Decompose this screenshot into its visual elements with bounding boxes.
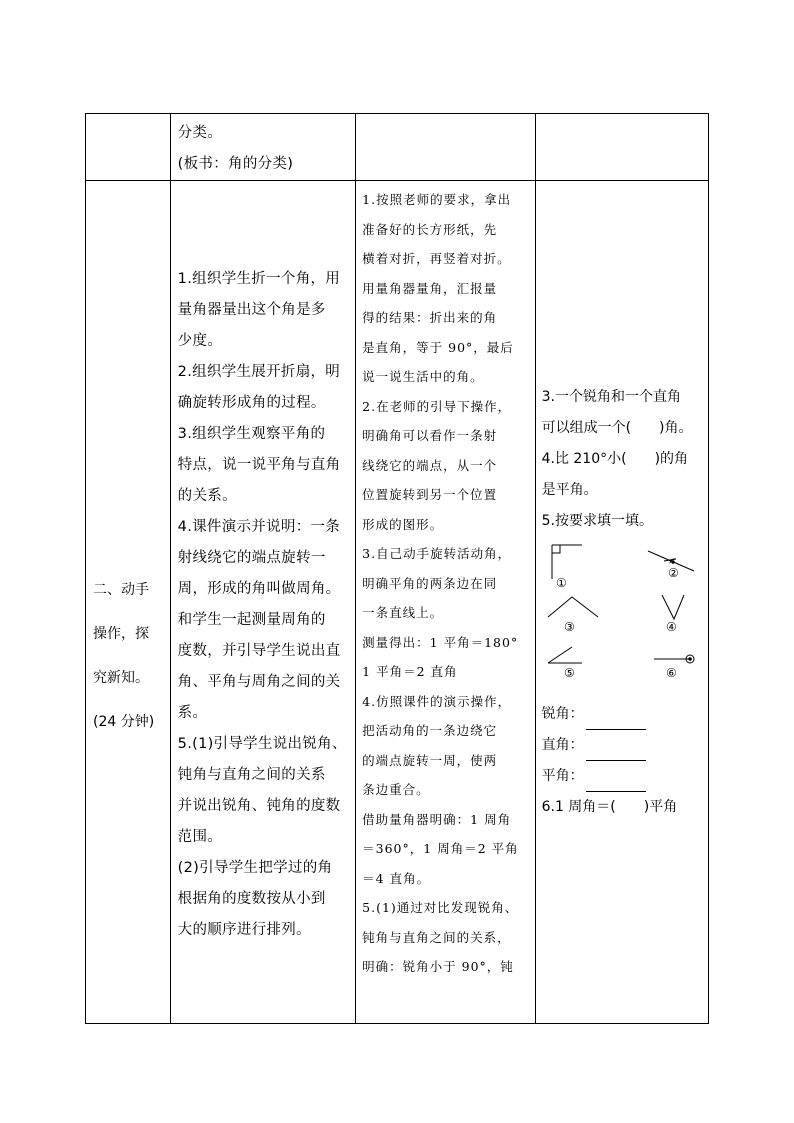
figure-number-label: ③ — [563, 620, 575, 634]
student-text-line: 4.仿照课件的演示操作， — [362, 693, 512, 709]
stage-cell — [86, 181, 171, 1024]
student-text-line: 用量角器量角，汇报量 — [362, 280, 498, 296]
teacher-text-line: 4.课件演示并说明：一条 — [177, 519, 341, 535]
student-text-line: 3.自己动手旋转活动角， — [362, 546, 512, 561]
teacher-text-line: 角、平角与周角之间的关 — [177, 674, 341, 690]
fill-blank-label: 锐角： — [541, 706, 584, 722]
stage-cell — [86, 114, 171, 181]
teacher-text-line: 范围。 — [177, 829, 223, 845]
student-text-line: 准备好的长方形纸，先 — [362, 221, 498, 237]
stage-text-line: (24 分钟) — [93, 714, 155, 730]
teacher-activity-cell — [170, 114, 355, 181]
teacher-activity-cell — [170, 181, 355, 1024]
answer-blank-line[interactable] — [586, 742, 646, 761]
fill-blank-label: 直角： — [541, 737, 584, 753]
student-text-line: 说一说生活中的角。 — [362, 369, 484, 384]
student-text-line: ＝360°，1 周角＝2 平角 — [362, 841, 519, 856]
figure-number-label: ④ — [665, 620, 677, 634]
teacher-text-line: 1.组织学生折一个角，用 — [177, 271, 341, 287]
teacher-text-line: 钝角与直角之间的关系 — [177, 767, 326, 783]
stage-text-line: 究新知。 — [93, 670, 149, 686]
teacher-text-line: 量角器量出这个角是多 — [177, 302, 326, 318]
fill-blank-row — [542, 761, 704, 792]
student-text-line: 线绕它的端点，从一个 — [362, 457, 498, 473]
exercise-line: 是平角。 — [541, 482, 598, 498]
teacher-text-line: 周，形成的角叫做周角。 — [177, 581, 341, 597]
teacher-text-line: 系。 — [177, 705, 208, 721]
answer-blank-line[interactable] — [586, 773, 646, 792]
angle-figures-svg — [542, 539, 702, 695]
student-text-line: 是直角，等于 90°，最后 — [362, 339, 514, 355]
angle-figures — [542, 539, 702, 695]
student-text-line: 钝角与直角之间的关系， — [362, 929, 511, 945]
exercise-line: 4.比 210°小( )的角 — [541, 451, 689, 467]
teacher-text-line: 度数，并引导学生说出直 — [177, 643, 341, 659]
student-text-line: 横着对折，再竖着对折。 — [362, 251, 511, 266]
fill-blank-label: 平角： — [541, 768, 584, 784]
student-text-line: 1.按照老师的要求，拿出 — [362, 192, 512, 207]
student-text-line: 把活动角的一条边绕它 — [362, 723, 498, 738]
teacher-text-line: (2)引导学生把学过的角 — [177, 860, 333, 876]
student-text-line: 位置旋转到另一个位置 — [362, 487, 498, 502]
teacher-text-line: 少度。 — [177, 333, 223, 349]
angle-figure-4 — [662, 595, 684, 619]
teacher-text-line: 和学生一起测量周角的 — [177, 612, 326, 628]
student-text-line: 明确平角的两条边在同 — [362, 575, 498, 591]
teacher-text-line: 确旋转形成角的过程。 — [177, 395, 326, 411]
student-text-line: 的端点旋转一周，使两 — [362, 752, 498, 768]
angle-figure-5 — [548, 647, 582, 663]
student-text-line: 一条直线上。 — [362, 605, 444, 620]
figure-number-label: ⑤ — [563, 666, 575, 680]
exercise-line: 可以组成一个( )角。 — [541, 420, 693, 436]
fill-blank-row — [542, 730, 704, 761]
exercise-cell — [535, 181, 708, 1024]
student-text-line: 测量得出：1 平角＝180° — [362, 634, 519, 650]
table-row — [86, 181, 709, 1024]
figure-number-label: ⑥ — [665, 666, 677, 680]
answer-blank-line[interactable] — [586, 711, 646, 730]
teacher-text-line: (板书：角的分类) — [177, 156, 294, 172]
right-angle-figure — [552, 545, 582, 579]
exercise-line: 6.1 周角＝( )平角 — [541, 799, 678, 815]
student-text-line: 明确：锐角小于 90°，钝 — [362, 959, 514, 974]
teacher-text-line: 3.组织学生观察平角的 — [177, 426, 326, 442]
exercise-cell — [535, 114, 708, 181]
table-row — [86, 114, 709, 181]
student-text-line: 明确角可以看作一条射 — [362, 428, 498, 443]
teacher-text-line: 5.(1)引导学生说出锐角、 — [177, 736, 347, 752]
lesson-plan-table — [85, 113, 709, 1024]
exercise-line: 3.一个锐角和一个直角 — [541, 389, 681, 405]
teacher-text-line: 分类。 — [177, 125, 223, 141]
student-text-line: ＝4 直角。 — [362, 870, 431, 886]
student-text-line: 得的结果：折出来的角 — [362, 310, 498, 325]
figure-number-label: ① — [555, 576, 567, 590]
teacher-text-line: 并说出锐角、钝角的度数 — [177, 798, 341, 814]
teacher-text-line: 2.组织学生展开折扇，明 — [177, 364, 341, 380]
student-text-line: 借助量角器明确：1 周角 — [362, 811, 512, 827]
figure-number-label: ② — [667, 566, 679, 580]
angle-figure-6 — [654, 655, 694, 663]
teacher-text-line: 根据角的度数按从小到 — [177, 891, 326, 907]
student-text-line: 5.(1)通过对比发现锐角、 — [362, 900, 519, 915]
teacher-text-line: 射线绕它的端点旋转一 — [177, 550, 326, 566]
stage-text-line: 操作，探 — [93, 626, 149, 642]
fill-blank-row — [542, 699, 704, 730]
student-text-line: 形成的图形。 — [362, 516, 444, 532]
stage-text-line: 二、动手 — [93, 582, 149, 598]
student-activity-cell — [356, 181, 535, 1024]
exercise-line: 5.按要求填一填。 — [541, 513, 653, 529]
angle-figure-3 — [548, 597, 598, 617]
teacher-text-line: 大的顺序进行排列。 — [177, 922, 311, 938]
student-text-line: 条边重合。 — [362, 782, 430, 797]
teacher-text-line: 的关系。 — [177, 488, 237, 504]
student-text-line: 2.在老师的引导下操作， — [362, 398, 512, 414]
teacher-text-line: 特点，说一说平角与直角 — [177, 457, 341, 473]
student-activity-cell — [356, 114, 535, 181]
student-text-line: 1 平角＝2 直角 — [362, 664, 458, 679]
